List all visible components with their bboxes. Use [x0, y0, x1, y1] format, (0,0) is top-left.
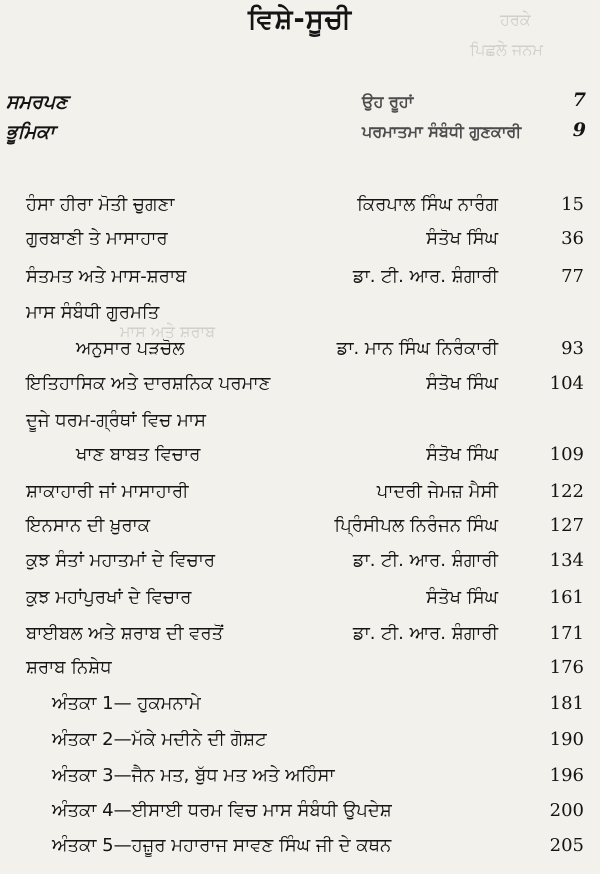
toc-row [0, 623, 600, 653]
toc-title: ਅੰਤਕਾ 4—ਈਸਾਈ ਧਰਮ ਵਿਚ ਮਾਸ ਸੰਬੰਧੀ ਉਪਦੇਸ਼ [52, 800, 392, 821]
toc-row [0, 587, 600, 617]
toc-row [0, 481, 600, 511]
toc-title: ਗੁਰਬਾਣੀ ਤੇ ਮਾਸਾਹਾਰ [26, 228, 168, 249]
toc-row [0, 194, 600, 224]
front-matter-label: ਸਮਰਪਣ [6, 91, 68, 113]
toc-row [0, 302, 600, 332]
toc-author: ਡਾ. ਮਾਨ ਸਿੰਘ ਨਿਰੰਕਾਰੀ [336, 338, 498, 359]
front-matter-label: ਭੂਮਿਕਾ [6, 121, 55, 143]
toc-page-number: 127 [549, 515, 584, 536]
toc-page-number: 93 [561, 338, 584, 359]
toc-row [0, 765, 600, 795]
toc-page-number: 122 [549, 481, 584, 502]
toc-row [0, 410, 600, 440]
toc-title: ਕੁਝ ਸੰਤਾਂ ਮਹਾਤਮਾਂ ਦੇ ਵਿਚਾਰ [26, 550, 216, 571]
toc-page-number: 190 [549, 729, 584, 750]
toc-title: ਹੰਸਾ ਹੀਰਾ ਮੋਤੀ ਚੁਗਣਾ [26, 194, 175, 215]
toc-page-number: 171 [549, 623, 584, 644]
show-through-text: ਉਹ ਰੂਹਾਂ [362, 92, 414, 111]
toc-author: ਕਿਰਪਾਲ ਸਿੰਘ ਨਾਰੰਗ [357, 194, 498, 215]
toc-title: ਖਾਣ ਬਾਬਤ ਵਿਚਾਰ [76, 444, 201, 465]
toc-row [0, 228, 600, 258]
toc-row [0, 550, 600, 580]
toc-row [0, 657, 600, 687]
toc-page-number: 205 [549, 835, 584, 856]
toc-page-number: 36 [561, 228, 584, 249]
toc-author: ਸੰਤੋਖ ਸਿੰਘ [426, 587, 498, 608]
toc-title: ਬਾਈਬਲ ਅਤੇ ਸ਼ਰਾਬ ਦੀ ਵਰਤੋਂ [26, 623, 224, 644]
toc-title: ਦੂਜੇ ਧਰਮ-ਗ੍ਰੰਥਾਂ ਵਿਚ ਮਾਸ [26, 410, 207, 431]
toc-author: ਸੰਤੋਖ ਸਿੰਘ [426, 373, 498, 394]
toc-row [0, 729, 600, 759]
toc-title: ਇਤਿਹਾਸਿਕ ਅਤੇ ਦਾਰਸ਼ਨਿਕ ਪਰਮਾਣ [26, 373, 271, 394]
toc-author: ਸੰਤੋਖ ਸਿੰਘ [426, 444, 498, 465]
toc-page-number: 196 [549, 765, 584, 786]
toc-row [0, 800, 600, 830]
page-title: ਵਿਸ਼ੇ-ਸੂਚੀ [247, 4, 353, 35]
front-matter-page: 9 [572, 119, 586, 141]
toc-author: ਪਾਦਰੀ ਜੇਮਜ਼ ਮੈਸੀ [376, 481, 498, 502]
toc-author: ਡਾ. ਟੀ. ਆਰ. ਸ਼ੰਗਾਰੀ [352, 623, 498, 644]
toc-page-number: 77 [561, 266, 584, 287]
toc-author: ਪ੍ਰਿੰਸੀਪਲ ਨਿਰੰਜਨ ਸਿੰਘ [334, 515, 498, 536]
toc-row [0, 338, 600, 368]
toc-title: ਅੰਤਕਾ 2—ਮੱਕੇ ਮਦੀਨੇ ਦੀ ਗੋਸ਼ਟ [52, 729, 267, 750]
toc-page-number: 15 [561, 194, 584, 215]
front-matter-page: 7 [572, 89, 586, 111]
toc-page-number: 176 [549, 657, 584, 678]
toc-title: ਸ਼ਰਾਬ ਨਿਸ਼ੇਧ [26, 657, 112, 678]
show-through-text: ਹਰਕੇ [500, 10, 531, 29]
toc-title: ਅੰਤਕਾ 5—ਹਜ਼ੂਰ ਮਹਾਰਾਜ ਸਾਵਣ ਸਿੰਘ ਜੀ ਦੇ ਕਥਨ [52, 835, 392, 856]
toc-row [0, 266, 600, 296]
toc-title: ਅਨੁਸਾਰ ਪੜਚੋਲ [76, 338, 185, 359]
toc-page-number: 200 [549, 800, 584, 821]
toc-title: ਸੰਤਮਤ ਅਤੇ ਮਾਸ-ਸ਼ਰਾਬ [26, 266, 187, 287]
toc-row [0, 693, 600, 723]
toc-author: ਡਾ. ਟੀ. ਆਰ. ਸ਼ੰਗਾਰੀ [352, 266, 498, 287]
toc-row [0, 835, 600, 865]
toc-page-number: 134 [549, 550, 584, 571]
toc-page-number: 161 [549, 587, 584, 608]
toc-row [0, 515, 600, 545]
show-through-text: ਪਿਛਲੇ ਜਨਮ [470, 40, 543, 59]
toc-title: ਮਾਸ ਸੰਬੰਧੀ ਗੁਰਮਤਿ [26, 302, 160, 323]
toc-author: ਡਾ. ਟੀ. ਆਰ. ਸ਼ੰਗਾਰੀ [352, 550, 498, 571]
toc-row [0, 373, 600, 403]
toc-title: ਅੰਤਕਾ 3—ਜੈਨ ਮਤ, ਬੁੱਧ ਮਤ ਅਤੇ ਅਹਿੰਸਾ [52, 765, 335, 786]
toc-title: ਇਨਸਾਨ ਦੀ ਖ਼ੁਰਾਕ [26, 515, 151, 536]
toc-page-number: 109 [549, 444, 584, 465]
show-through-text: ਪਰਮਾਤਮਾ ਸੰਬੰਧੀ ਗੁਣਕਾਰੀ [362, 122, 522, 141]
toc-title: ਸ਼ਾਕਾਹਾਰੀ ਜਾਂ ਮਾਸਾਹਾਰੀ [26, 481, 189, 502]
toc-title: ਅੰਤਕਾ 1— ਹੁਕਮਨਾਮੇ [52, 693, 201, 714]
toc-author: ਸੰਤੋਖ ਸਿੰਘ [426, 228, 498, 249]
toc-page-number: 181 [549, 693, 584, 714]
toc-page-number: 104 [549, 373, 584, 394]
toc-row [0, 444, 600, 474]
toc-title: ਕੁਝ ਮਹਾਂਪੁਰਖਾਂ ਦੇ ਵਿਚਾਰ [26, 587, 192, 608]
show-through-text: ਮਾਸ ਅਤੇ ਸ਼ਰਾਬ [120, 322, 216, 341]
